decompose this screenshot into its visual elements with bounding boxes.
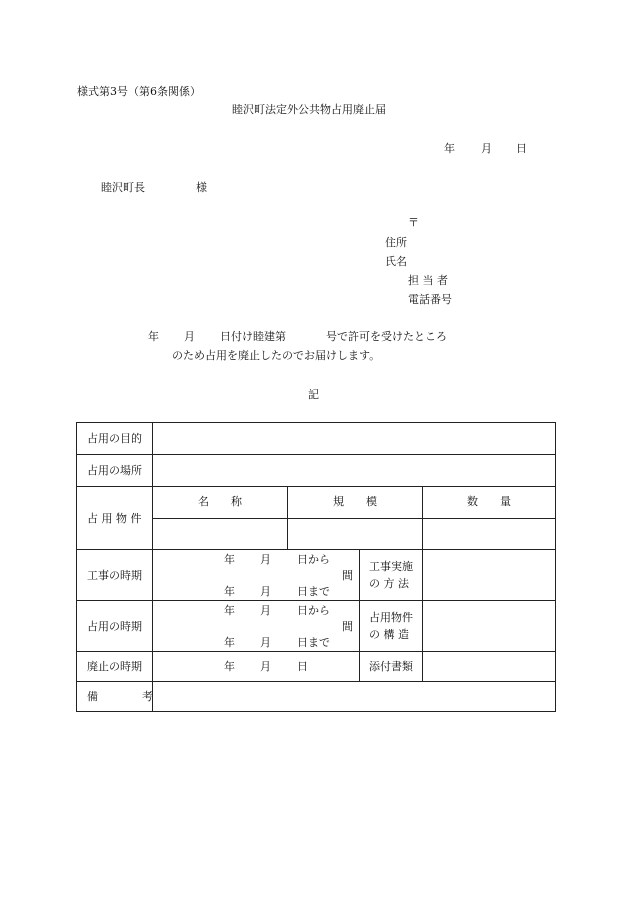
body-line1-end: 号で許可を受けたところ xyxy=(326,330,447,343)
abolition-period-label: 廃止の時期 xyxy=(87,660,142,673)
phone-label: 電話番号 xyxy=(408,293,452,306)
object-structure-label-1: 占用物件 xyxy=(369,611,413,624)
abolition-year: 年 xyxy=(224,660,235,673)
body-date-suffix: 日付け睦建第 xyxy=(220,330,286,343)
construction-method-label-1: 工事実施 xyxy=(369,560,413,573)
col-name-header: 名 称 xyxy=(198,495,242,508)
occupation-until-suffix: 日まで xyxy=(297,636,330,649)
address-label: 住所 xyxy=(385,236,407,249)
occupation-from-suffix: 日から xyxy=(297,604,330,617)
row-divider xyxy=(77,651,556,652)
date-year-label: 年 xyxy=(444,142,455,155)
object-label: 占 用 物 件 xyxy=(87,512,142,525)
attachments-label: 添付書類 xyxy=(369,660,413,673)
col-scale-header: 規 模 xyxy=(333,495,377,508)
ki-heading: 記 xyxy=(308,388,319,401)
occupation-period-label: 占用の時期 xyxy=(87,620,142,633)
construction-from-month: 月 xyxy=(260,553,271,566)
location-label: 占用の場所 xyxy=(87,464,142,477)
construction-until-suffix: 日まで xyxy=(297,585,330,598)
date-day-label: 日 xyxy=(516,142,527,155)
construction-between: 間 xyxy=(342,569,353,582)
remarks-label: 備 考 xyxy=(87,690,153,703)
application-table xyxy=(76,422,556,712)
row-divider xyxy=(77,486,556,487)
label-column-divider xyxy=(152,423,153,712)
construction-period-label: 工事の時期 xyxy=(87,569,142,582)
form-title: 睦沢町法定外公共物占用廃止届 xyxy=(232,103,386,116)
purpose-label: 占用の目的 xyxy=(87,432,142,445)
occupation-between: 間 xyxy=(342,620,353,633)
occupation-until-year: 年 xyxy=(224,636,235,649)
addressee-honorific: 様 xyxy=(196,181,207,194)
occupation-until-month: 月 xyxy=(260,636,271,649)
column-divider xyxy=(287,486,288,549)
construction-until-month: 月 xyxy=(260,585,271,598)
row-divider xyxy=(77,681,556,682)
abolition-month: 月 xyxy=(260,660,271,673)
row-divider xyxy=(77,600,556,601)
construction-from-suffix: 日から xyxy=(297,553,330,566)
name-label: 氏名 xyxy=(385,255,407,268)
column-divider xyxy=(359,549,360,681)
occupation-from-month: 月 xyxy=(260,604,271,617)
object-structure-label-2: の 構 造 xyxy=(369,628,409,641)
column-divider xyxy=(422,486,423,549)
addressee-name: 睦沢町長 xyxy=(101,181,145,194)
date-month-label: 月 xyxy=(481,142,492,155)
body-year: 年 xyxy=(148,330,159,343)
occupation-from-year: 年 xyxy=(224,604,235,617)
body-month: 月 xyxy=(184,330,195,343)
abolition-day: 日 xyxy=(297,660,308,673)
construction-until-year: 年 xyxy=(224,585,235,598)
row-divider xyxy=(77,549,556,550)
postal-mark: 〒 xyxy=(408,216,419,229)
construction-from-year: 年 xyxy=(224,553,235,566)
column-divider xyxy=(422,549,423,681)
form-number: 様式第3号（第6条関係） xyxy=(77,85,201,98)
row-divider xyxy=(77,454,556,455)
body-line2: のため占用を廃止したのでお届けします。 xyxy=(172,349,381,362)
person-in-charge-label: 担 当 者 xyxy=(408,274,448,287)
col-quantity-header: 数 量 xyxy=(467,495,511,508)
construction-method-label-2: の 方 法 xyxy=(369,577,409,590)
row-divider xyxy=(153,518,556,519)
